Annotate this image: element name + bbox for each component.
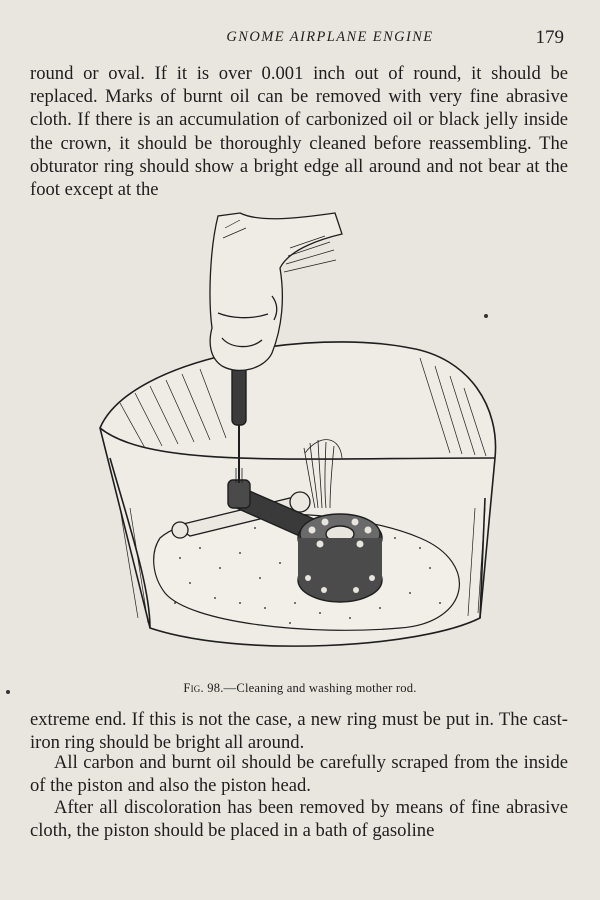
paragraph-continue: extreme end. If this is not the case, a new ring must be put in. The cast-iron ring should be bright all around. [30, 709, 568, 754]
paragraph-discoloration: After all discoloration has been removed by means of fine abrasive cloth, the piston should be placed in a bath of gasoline [30, 797, 568, 842]
paragraph-top: round or oval. If it is over 0.001 inch out of round, it should be replaced. Marks of burnt oil can be removed with very fine abrasive cloth. If there is an accumulation of carbonized oil or black jelly inside the crown, it should be thoroughly cleaned before reassembling. The obturator ring should show a bright edge all around and not bear at the foot except at the [30, 63, 568, 201]
ink-speck [484, 314, 488, 318]
paragraph-carbon: All carbon and burnt oil should be carefully scraped from the inside of the piston and also the piston head. [30, 752, 568, 797]
running-title: GNOME AIRPLANE ENGINE [226, 29, 434, 45]
figure-mother-rod-illustration [90, 208, 510, 678]
page-number: 179 [535, 27, 564, 48]
figure-label: Fig. 98. [183, 681, 224, 695]
running-head [30, 26, 570, 50]
mother-rod-cleaning-drawing [90, 208, 510, 678]
ink-speck [6, 690, 10, 694]
figure-caption-text: —Cleaning and washing mother rod. [223, 681, 417, 695]
figure-caption [0, 681, 600, 696]
